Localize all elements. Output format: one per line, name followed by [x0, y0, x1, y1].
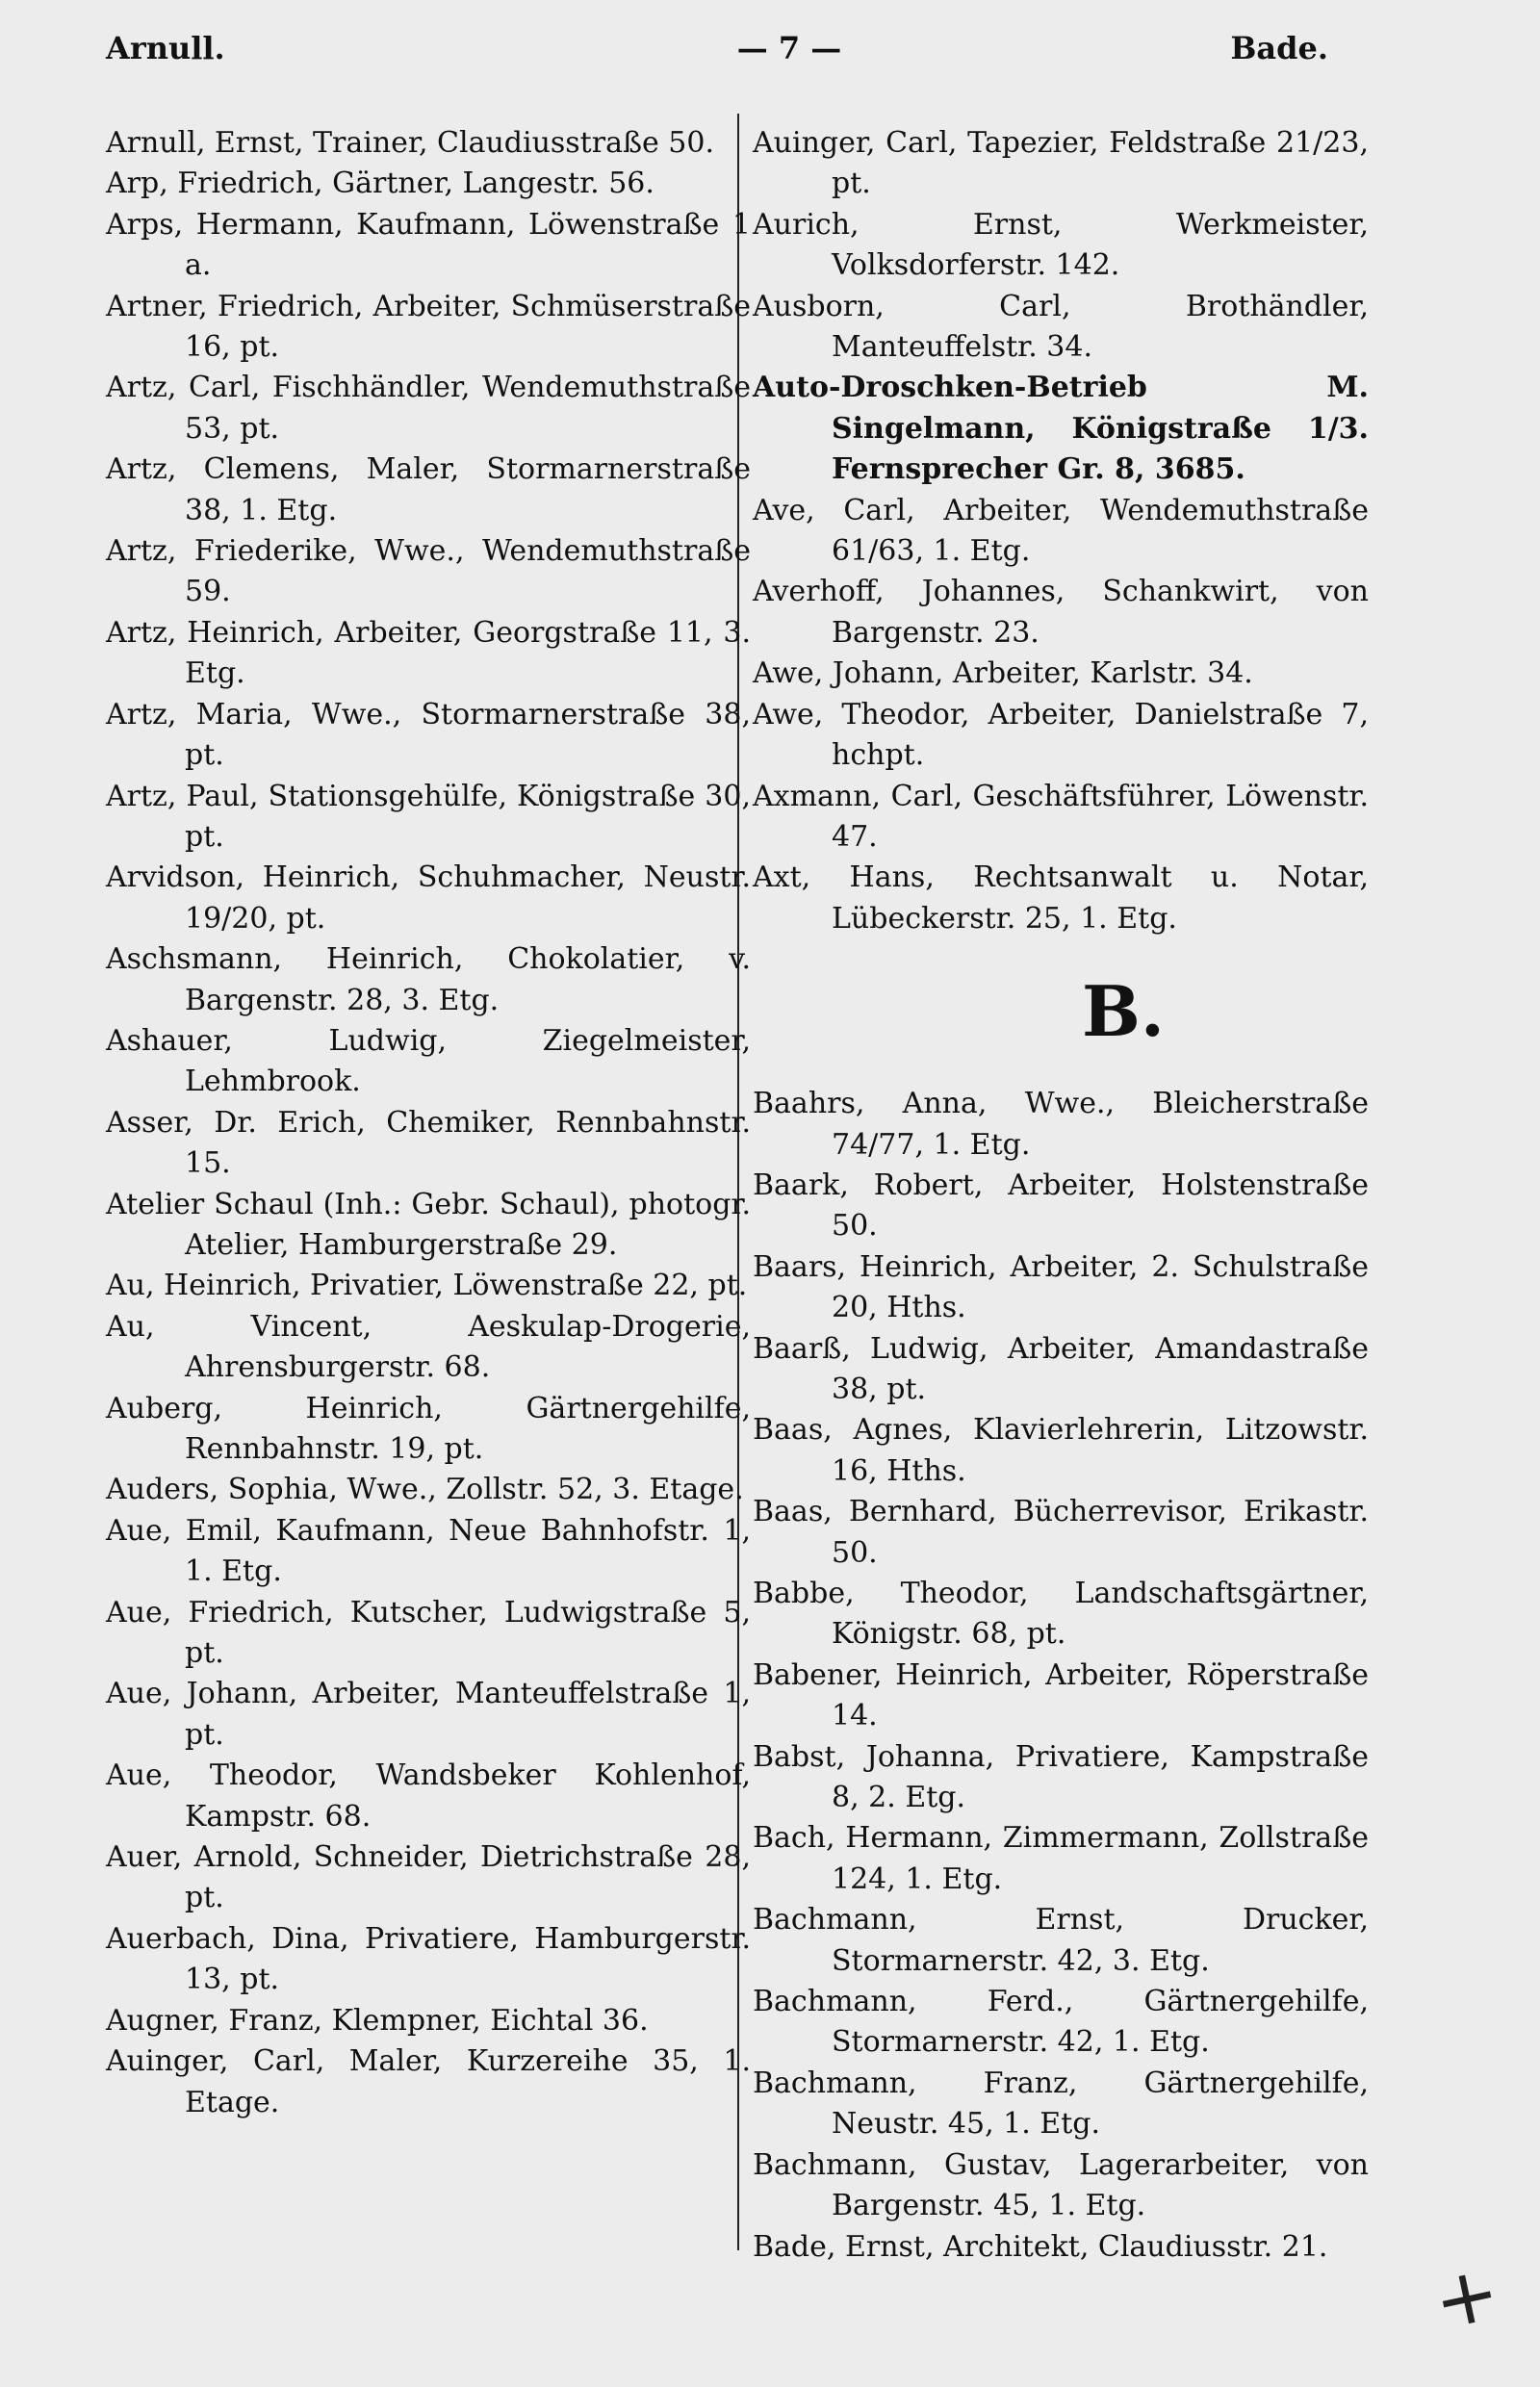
- directory-entry: Babst, Johanna, Privatiere, Kampstraße 8, 2. Etg.: [753, 1739, 1369, 1815]
- running-header: [106, 19, 1328, 77]
- directory-entry: Baars, Heinrich, Arbeiter, 2. Schulstraße 20, Hths.: [753, 1249, 1369, 1325]
- directory-entry: Baahrs, Anna, Wwe., Bleicherstraße 74/77, 1. Etg.: [753, 1087, 1369, 1162]
- right-column-top-entries: [753, 123, 1369, 368]
- right-column: [753, 123, 1369, 2268]
- directory-entry: Artz, Heinrich, Arbeiter, Georgstraße 11, 3. Etg.: [106, 615, 751, 691]
- directory-entry: Aue, Theodor, Wandsbeker Kohlenhof, Kampstr. 68.: [106, 1758, 751, 1834]
- header-last-entry: Bade.: [1230, 30, 1328, 66]
- directory-entry: Bade, Ernst, Architekt, Claudiusstr. 21.: [753, 2229, 1328, 2264]
- directory-entry: Baarß, Ludwig, Arbeiter, Amandastraße 38, pt.: [753, 1331, 1369, 1406]
- directory-entry: Baark, Robert, Arbeiter, Holstenstraße 50.: [753, 1168, 1369, 1244]
- directory-entry: Auerbach, Dina, Privatiere, Hamburgerstr. 13, pt.: [106, 1921, 751, 1997]
- directory-entry: Aschsmann, Heinrich, Chokolatier, v. Bargenstr. 28, 3. Etg.: [106, 942, 751, 1017]
- directory-entry: Ave, Carl, Arbeiter, Wendemuthstraße 61/63, 1. Etg.: [753, 493, 1369, 569]
- directory-entry: Bachmann, Ernst, Drucker, Stormarnerstr. 42, 3. Etg.: [753, 1903, 1369, 1978]
- directory-entry: Au, Heinrich, Privatier, Löwenstraße 22, pt.: [106, 1269, 748, 1303]
- directory-entry: Baas, Agnes, Klavierlehrerin, Litzowstr. 16, Hths.: [753, 1413, 1369, 1488]
- directory-entry: Auer, Arnold, Schneider, Dietrichstraße 28, pt.: [106, 1840, 751, 1915]
- directory-entry: Aue, Emil, Kaufmann, Neue Bahnhofstr. 1, 1. Etg.: [106, 1513, 751, 1589]
- header-first-entry: Arnull.: [106, 30, 225, 66]
- directory-entry: Artz, Maria, Wwe., Stormarnerstraße 38, pt.: [106, 697, 751, 773]
- right-column-bottom-entries: [753, 1084, 1369, 2268]
- page-number: — 7 —: [736, 30, 842, 66]
- directory-entry: Axt, Hans, Rechtsanwalt u. Notar, Lübeckerstr. 25, 1. Etg.: [753, 860, 1369, 936]
- directory-entry: Aurich, Ernst, Werkmeister, Volksdorferstr. 142.: [753, 207, 1369, 283]
- directory-entry: Awe, Johann, Arbeiter, Karlstr. 34.: [753, 656, 1253, 691]
- margin-mark: +: [1425, 2246, 1507, 2348]
- directory-entry: Arvidson, Heinrich, Schuhmacher, Neustr. 19/20, pt.: [106, 860, 751, 936]
- directory-entry: Auinger, Carl, Tapezier, Feldstraße 21/23, pt.: [753, 126, 1369, 201]
- directory-entry: Bachmann, Franz, Gärtnergehilfe, Neustr. 45, 1. Etg.: [753, 2066, 1369, 2142]
- advertisement-entry: Auto-Droschken-Betrieb M. Singelmann, Königstraße 1/3. Fernsprecher Gr. 8, 3685.: [753, 371, 1369, 487]
- directory-entry: Babener, Heinrich, Arbeiter, Röperstraße 14.: [753, 1657, 1369, 1733]
- directory-entry: Auders, Sophia, Wwe., Zollstr. 52, 3. Etage.: [106, 1473, 744, 1507]
- directory-entry: Averhoff, Johannes, Schankwirt, von Bargenstr. 23.: [753, 575, 1369, 650]
- directory-entry: Au, Vincent, Aeskulap-Drogerie, Ahrensburgerstr. 68.: [106, 1309, 751, 1385]
- directory-entry: Artz, Clemens, Maler, Stormarnerstraße 38, 1. Etg.: [106, 452, 751, 527]
- directory-entry: Augner, Franz, Klempner, Eichtal 36.: [106, 2003, 649, 2038]
- directory-entry: Artner, Friedrich, Arbeiter, Schmüserstraße 16, pt.: [106, 289, 751, 365]
- directory-entry: Bachmann, Gustav, Lagerarbeiter, von Bargenstr. 45, 1. Etg.: [753, 2147, 1369, 2223]
- directory-entry: Baas, Bernhard, Bücherrevisor, Erikastr. 50.: [753, 1495, 1369, 1570]
- directory-entry: Artz, Friederike, Wwe., Wendemuthstraße 59.: [106, 534, 751, 609]
- directory-entry: Artz, Carl, Fischhändler, Wendemuthstraße 53, pt.: [106, 371, 751, 446]
- directory-entry: Auberg, Heinrich, Gärtnergehilfe, Rennbahnstr. 19, pt.: [106, 1391, 751, 1466]
- section-letter: B.: [1082, 970, 1165, 1053]
- directory-entry: Aue, Johann, Arbeiter, Manteuffelstraße 1, pt.: [106, 1677, 751, 1752]
- directory-entry: Arp, Friedrich, Gärtner, Langestr. 56.: [106, 167, 654, 201]
- directory-entry: Arps, Hermann, Kaufmann, Löwenstraße 1 a.: [106, 207, 751, 283]
- directory-entry: Auinger, Carl, Maler, Kurzereihe 35, 1. Etage.: [106, 2044, 751, 2119]
- directory-entry: Babbe, Theodor, Landschaftsgärtner, Königstr. 68, pt.: [753, 1577, 1369, 1652]
- directory-entry: Asser, Dr. Erich, Chemiker, Rennbahnstr. 15.: [106, 1105, 751, 1181]
- directory-entry: Axmann, Carl, Geschäftsführer, Löwenstr. 47.: [753, 779, 1369, 854]
- directory-entry: Aue, Friedrich, Kutscher, Ludwigstraße 5, pt.: [106, 1595, 751, 1671]
- directory-entry: Awe, Theodor, Arbeiter, Danielstraße 7, hchpt.: [753, 697, 1369, 773]
- directory-entry: Artz, Paul, Stationsgehülfe, Königstraße 30, pt.: [106, 779, 751, 854]
- directory-entry: Arnull, Ernst, Trainer, Claudiusstraße 50.: [106, 126, 715, 160]
- left-column: [106, 123, 751, 2123]
- directory-entry: Bachmann, Ferd., Gärtnergehilfe, Stormarnerstr. 42, 1. Etg.: [753, 1985, 1369, 2060]
- right-column-middle-entries: [753, 491, 1369, 939]
- directory-entry: Bach, Hermann, Zimmermann, Zollstraße 124, 1. Etg.: [753, 1821, 1369, 1896]
- directory-entry: Ausborn, Carl, Brothändler, Manteuffelstr. 34.: [753, 289, 1369, 365]
- directory-entry: Atelier Schaul (Inh.: Gebr. Schaul), photogr. Atelier, Hamburgerstraße 29.: [106, 1187, 751, 1262]
- directory-entry: Ashauer, Ludwig, Ziegelmeister, Lehmbrook.: [106, 1023, 751, 1099]
